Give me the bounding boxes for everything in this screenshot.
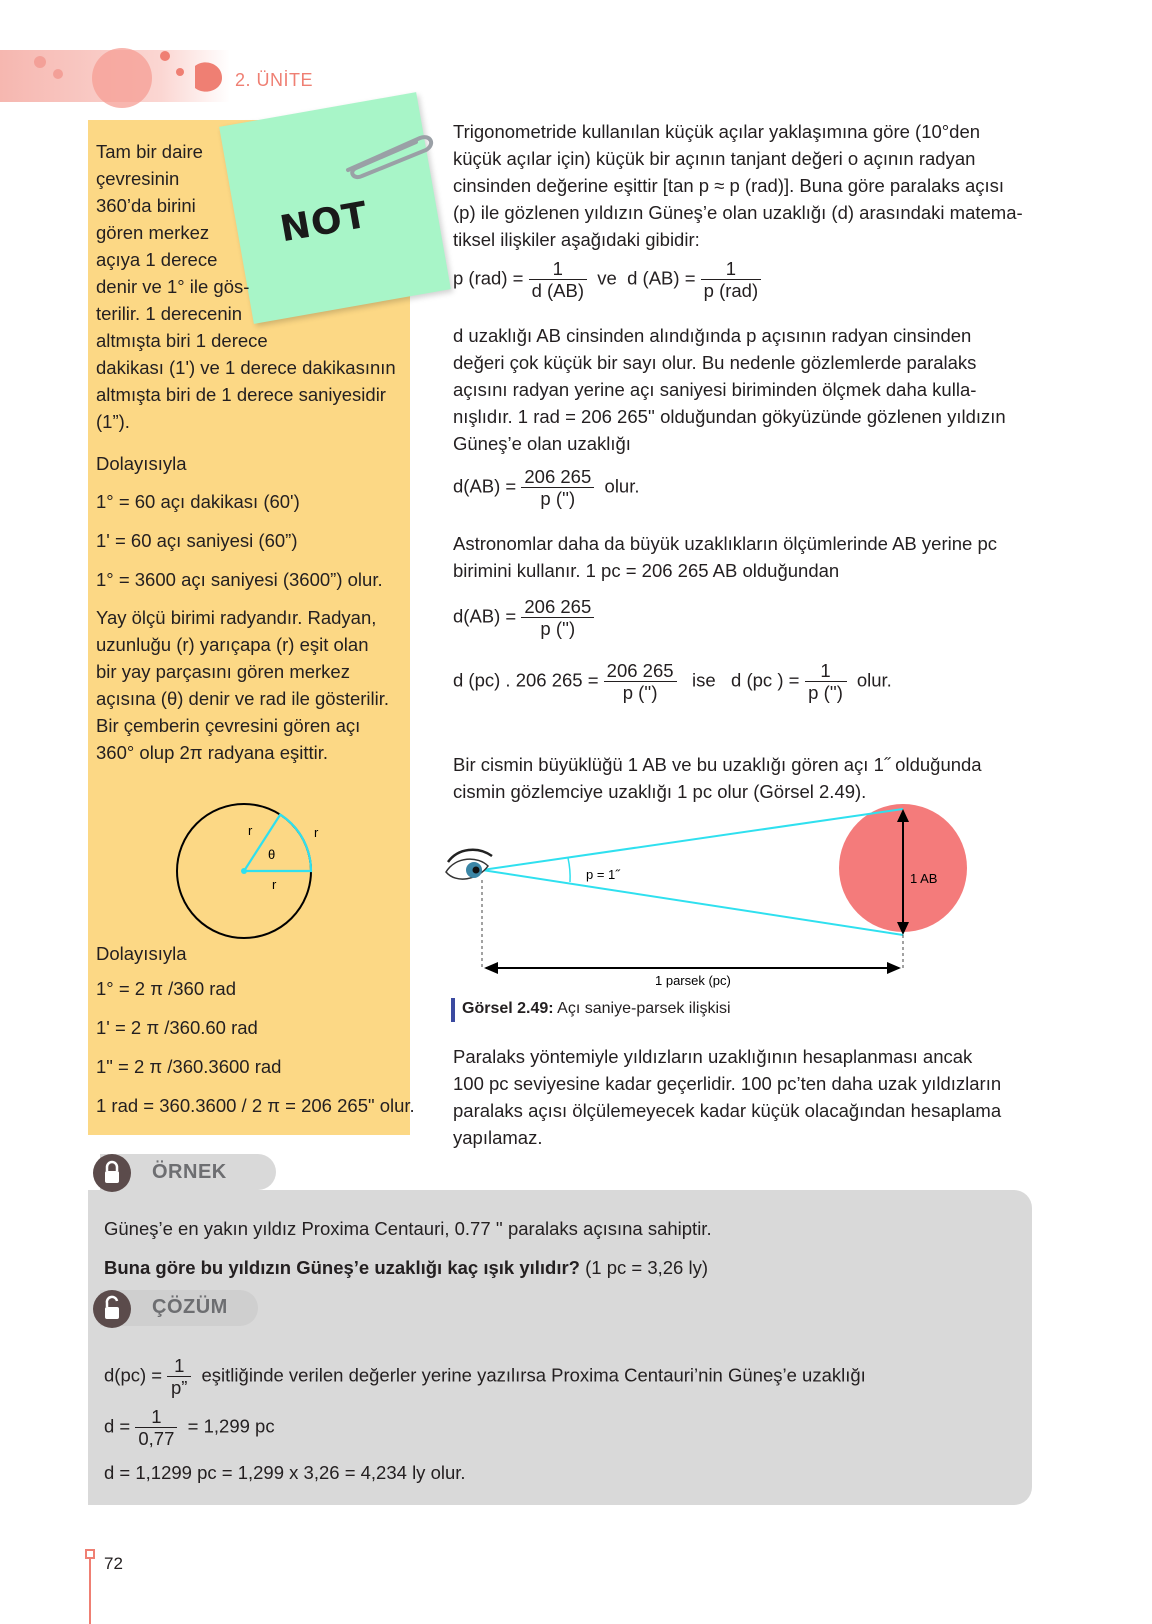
note-line: dakikası (1') ve 1 derece dakikasının <box>96 357 396 378</box>
note-line: denir ve 1° ile gös- <box>96 276 250 297</box>
note-line: 360° olup 2π radyana eşittir. <box>96 742 329 763</box>
example-question-bold: Buna göre bu yıldızın Güneş’e uzaklığı kaç ışık yılıdır? <box>104 1257 580 1278</box>
solution-line-1 <box>104 1355 866 1399</box>
fraction <box>135 1406 177 1450</box>
header-dot <box>34 56 46 68</box>
note-line: 360’da birini <box>96 195 196 216</box>
text-line: Astronomlar daha da büyük uzaklıkların ölçümlerinde AB yerine pc <box>453 533 997 554</box>
fraction-denominator: p” <box>171 1377 188 1399</box>
text-line: paralaks açısı ölçülemeyecek kadar küçük olacağından hesaplama <box>453 1100 1002 1121</box>
formula-3 <box>453 596 594 640</box>
formula-connector: ise <box>691 669 716 691</box>
note-eq7: 1 rad = 360.3600 / 2 π = 206 265" olur. <box>96 1095 415 1116</box>
formula-2 <box>453 466 640 510</box>
text-line: Güneş’e olan uzaklığı <box>453 433 631 454</box>
figure-caption <box>462 1000 731 1018</box>
formula-lhs: d (AB) = <box>627 267 696 289</box>
example-question-rest: (1 pc = 3,26 ly) <box>579 1257 709 1278</box>
text-line: Trigonometride kullanılan küçük açılar yaklaşımına göre (10°den <box>453 121 981 142</box>
fraction <box>701 258 762 302</box>
caption-title: Görsel 2.49: <box>462 1000 554 1017</box>
unlock-icon <box>93 1290 131 1328</box>
caption-text: Açı saniye-parsek ilişkisi <box>553 1000 731 1017</box>
note-intro <box>96 138 406 435</box>
text-line: cinsinden değerine eşittir [tan p ≈ p (rad)]. Buna göre paralaks açısı <box>453 175 1005 196</box>
formula-1 <box>453 258 761 302</box>
text-line: 100 pc seviyesine kadar geçerlidir. 100 pc’ten daha uzak yıldızların <box>453 1073 1002 1094</box>
note-line: açısına (θ) denir ve rad ile gösterilir. <box>96 688 390 709</box>
paragraph-1 <box>453 118 1043 253</box>
angle-label: p = 1˝ <box>586 867 620 882</box>
header-decoration <box>0 44 240 108</box>
text-line: nışlıdır. 1 rad = 206 265'' olduğundan gökyüzünde gözlenen yıldızın <box>453 406 1006 427</box>
angle-arc <box>568 858 570 882</box>
fraction-denominator: p ('') <box>622 682 658 704</box>
fraction-numerator: 206 265 <box>604 660 677 682</box>
text-line: (p) ile gözlenen yıldızın Güneş’e olan uzaklığı (d) arasındaki matema- <box>453 202 1023 223</box>
solution-line-2 <box>104 1406 275 1450</box>
note-eq6: 1" = 2 π /360.3600 rad <box>96 1056 282 1077</box>
fraction-denominator: d (AB) <box>531 280 585 302</box>
fraction-numerator: 206 265 <box>521 596 594 618</box>
note-eq4: 1° = 2 π /360 rad <box>96 978 236 999</box>
parsec-figure <box>440 800 980 990</box>
formula-lhs: d(AB) = <box>453 475 517 497</box>
text-line: değeri çok küçük bir sayı olur. Bu nedenle gözlemlerde paralaks <box>453 352 977 373</box>
formula-lhs: d (pc ) = <box>731 669 800 691</box>
paragraph-3 <box>453 530 1043 584</box>
text-line: küçük açılar için) küçük bir açının tanjant değeri o açının radyan <box>453 148 976 169</box>
note-line: altmışta biri de 1 derece saniyesidir <box>96 384 386 405</box>
size-label: 1 AB <box>910 871 938 886</box>
note-eq1: 1° = 60 açı dakikası (60') <box>96 491 300 512</box>
text-line: açısını radyan yerine açı saniyesi biriminden ölçmek daha kulla- <box>453 379 977 400</box>
radian-sector <box>244 815 311 871</box>
note-eq5: 1' = 2 π /360.60 rad <box>96 1017 258 1038</box>
note-dolayisiyla: Dolayısıyla <box>96 453 187 474</box>
fraction-denominator: p ('') <box>808 682 843 704</box>
fraction <box>167 1355 191 1399</box>
note-line: Tam bir daire <box>96 141 203 162</box>
example-question-1: Güneş’e en yakın yıldız Proxima Centauri, 0.77 '' paralaks açısına sahiptir. <box>104 1218 712 1239</box>
note-line: gören merkez <box>96 222 210 243</box>
radian-circle-diagram <box>168 795 328 955</box>
fraction-denominator: p ('') <box>540 618 576 640</box>
fraction-numerator: 1 <box>529 258 587 280</box>
fraction-numerator: 1 <box>135 1406 177 1428</box>
fraction <box>805 660 847 704</box>
unit-label: 2. ÜNİTE <box>235 70 314 90</box>
text-line: Bir cismin büyüklüğü 1 AB ve bu uzaklığı gören açı 1˝ olduğunda <box>453 754 982 775</box>
distance-label: 1 parsek (pc) <box>655 973 731 988</box>
fraction-numerator: 1 <box>167 1355 191 1377</box>
eye-icon <box>446 850 492 879</box>
note-dolayisiyla-2: Dolayısıyla <box>96 943 187 964</box>
r-label-top: r <box>248 823 253 838</box>
sight-line-bottom <box>482 870 903 935</box>
r-label-bottom: r <box>272 877 277 892</box>
note-line: çevresinin <box>96 168 180 189</box>
header-dot <box>53 69 63 79</box>
formula-rhs: = 1,299 pc <box>187 1415 275 1437</box>
fraction-denominator: p ('') <box>540 488 576 510</box>
note-eq3: 1° = 3600 açı saniyesi (3600”) olur. <box>96 569 383 590</box>
note-line: (1”). <box>96 411 130 432</box>
note-line: Bir çemberin çevresini gören açı <box>96 715 361 736</box>
fraction <box>521 596 594 640</box>
formula-connector: ve <box>597 267 617 289</box>
example-question-2 <box>104 1254 708 1281</box>
text-line: birimini kullanır. 1 pc = 206 265 AB olduğundan <box>453 560 840 581</box>
fraction <box>604 660 677 704</box>
theta-label: θ <box>268 847 276 862</box>
fraction-denominator: 0,77 <box>138 1428 175 1450</box>
text-line: Paralaks yöntemiyle yıldızların uzaklığının hesaplanması ancak <box>453 1046 973 1067</box>
formula-lhs: p (rad) = <box>453 267 524 289</box>
fraction-numerator: 1 <box>701 258 762 280</box>
formula-suffix: olur. <box>604 475 640 497</box>
paragraph-2 <box>453 322 1043 457</box>
page-number: 72 <box>104 1554 123 1573</box>
formula-lhs: d = <box>104 1415 131 1437</box>
fraction-numerator: 206 265 <box>521 466 594 488</box>
example-label: ÖRNEK <box>152 1161 227 1183</box>
formula-lhs: d(AB) = <box>453 605 517 627</box>
formula-lhs: d (pc) . 206 265 = <box>453 669 599 691</box>
fraction <box>521 466 594 510</box>
r-label-right: r <box>314 825 319 840</box>
note-line: Yay ölçü birimi radyandır. Radyan, <box>96 607 377 628</box>
formula-4 <box>453 660 892 704</box>
fraction <box>529 258 587 302</box>
header-dot <box>160 51 170 61</box>
fraction-denominator: p (rad) <box>703 280 759 302</box>
paragraph-5 <box>453 1043 1043 1151</box>
paragraph-4 <box>453 751 1043 805</box>
note-radyan <box>96 604 406 766</box>
solution-line-3: d = 1,1299 pc = 1,299 x 3,26 = 4,234 ly olur. <box>104 1462 466 1483</box>
note-eq2: 1' = 60 açı saniyesi (60”) <box>96 530 298 551</box>
header-blob <box>92 48 152 108</box>
page-marker-icon <box>84 1548 98 1624</box>
header-dot <box>176 68 184 76</box>
caption-bar <box>451 998 455 1022</box>
note-tag: NOT <box>277 194 372 251</box>
note-line: terilir. 1 derecenin <box>96 303 243 324</box>
text-line: tiksel ilişkiler aşağıdaki gibidir: <box>453 229 700 250</box>
formula-lhs: d(pc) = <box>104 1364 163 1386</box>
text-line: d uzaklığı AB cinsinden alındığında p açısının radyan cinsinden <box>453 325 972 346</box>
note-line: bir yay parçasını gören merkez <box>96 661 350 682</box>
solution-label: ÇÖZÜM <box>152 1296 228 1318</box>
lock-icon <box>93 1154 131 1192</box>
text-line: yapılamaz. <box>453 1127 543 1148</box>
header-leaf <box>195 62 222 91</box>
text-line: cismin gözlemciye uzaklığı 1 pc olur (Görsel 2.49). <box>453 781 867 802</box>
note-line: açıya 1 derece <box>96 249 218 270</box>
note-line: uzunluğu (r) yarıçapa (r) eşit olan <box>96 634 369 655</box>
note-line: altmışta biri 1 derece <box>96 330 268 351</box>
formula-suffix: olur. <box>856 669 892 691</box>
center-dot <box>241 868 247 874</box>
fraction-numerator: 1 <box>805 660 847 682</box>
solution-text: eşitliğinde verilen değerler yerine yazılırsa Proxima Centauri’nin Güneş’e uzaklığı <box>201 1364 866 1386</box>
